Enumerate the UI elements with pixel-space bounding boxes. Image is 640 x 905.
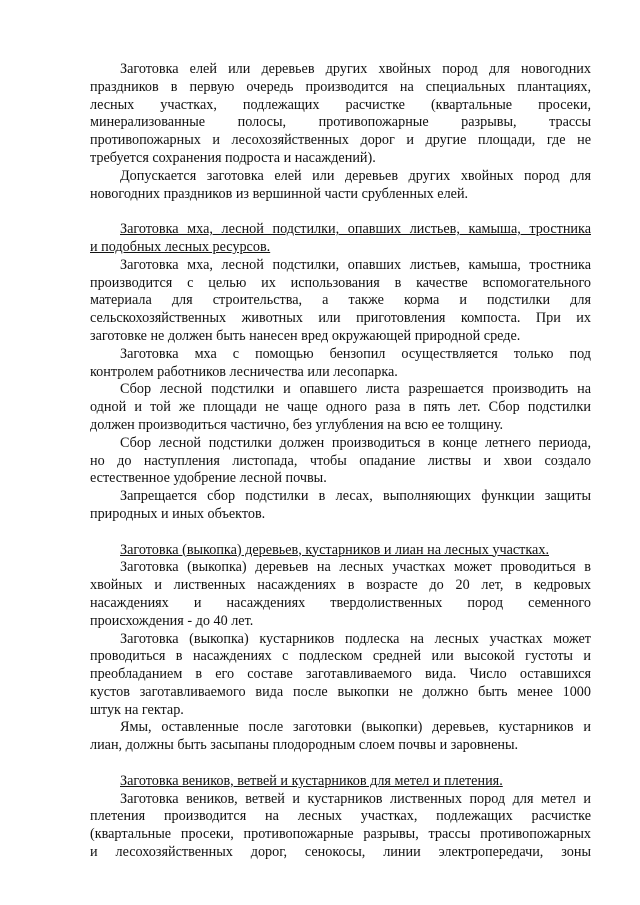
paragraph xyxy=(90,435,591,488)
text-line: Допускается заготовка елей или деревьев других хвойных пород для xyxy=(120,167,591,184)
text-line: Заготовка мха с помощью бензопил осуществляется только под xyxy=(120,345,591,362)
text-line: сельскохозяйственных животных или приготовления компоста. При их xyxy=(90,310,591,327)
paragraph xyxy=(90,719,591,755)
text-line: проводиться в насаждениях с подлеском средней или высокой густоты и xyxy=(90,648,591,665)
text-line: производится с целью их использования в качестве вспомогательного xyxy=(90,274,591,291)
text-line: кустов заготавливаемого вида после выкопки не должно быть менее 1000 xyxy=(90,683,591,700)
text-line: (квартальные просеки, противопожарные разрывы, трассы противопожарных xyxy=(90,826,591,843)
section-heading xyxy=(90,542,591,560)
heading-line xyxy=(90,542,591,560)
heading-text: и подобных лесных ресурсов. xyxy=(90,238,271,255)
paragraph xyxy=(90,559,591,630)
text-line: материала для строительства, а также корма и подстилки для xyxy=(90,292,591,309)
text-line: новогодних праздников из вершинной части срубленных елей. xyxy=(90,185,469,202)
text-line: лесных участках, подлежащих расчистке (квартальные просеки, xyxy=(90,96,591,113)
heading-line xyxy=(90,773,591,791)
text-line: лиан, должны быть засыпаны плодородным слоем почвы и заровнены. xyxy=(90,737,519,754)
document-body xyxy=(90,61,591,862)
text-line: Запрещается сбор подстилки в лесах, выполняющих функции защиты xyxy=(120,488,591,505)
paragraph xyxy=(90,346,591,382)
text-line: одной и той же площади не чаще одного раза в пять лет. Сбор подстилки xyxy=(90,399,591,416)
section-heading xyxy=(90,221,591,257)
paragraph xyxy=(90,381,591,434)
text-line: насаждениях и насаждениях твердолиственных пород семенного xyxy=(90,594,591,611)
text-line: Сбор лесной подстилки и опавшего листа разрешается производить на xyxy=(120,381,591,398)
section-heading xyxy=(90,773,591,791)
paragraph xyxy=(90,488,591,524)
heading-text: Заготовка веников, ветвей и кустарников для метел и плетения. xyxy=(120,772,503,789)
text-line: и лесохозяйственных дорог, сенокосы, линии электропередачи, зоны xyxy=(90,844,591,861)
text-line: Заготовка елей или деревьев других хвойных пород для новогодних xyxy=(120,61,591,77)
text-line: природных и иных объектов. xyxy=(90,505,266,522)
text-line: Заготовка (выкопка) деревьев на лесных участках может проводиться в xyxy=(120,559,591,576)
section-spacer xyxy=(90,755,591,773)
text-line: Заготовка веников, ветвей и кустарников лиственных пород для метел и xyxy=(120,790,591,807)
text-line: Ямы, оставленные после заготовки (выкопки) деревьев, кустарников и xyxy=(120,719,591,736)
text-line: должен производиться частично, без углубления на всю ее толщину. xyxy=(90,416,504,433)
paragraph xyxy=(90,168,591,204)
heading-text: Заготовка мха, лесной подстилки, опавших листьев, камыша, тростника xyxy=(120,221,591,238)
text-line: происхождения - до 40 лет. xyxy=(90,612,254,629)
section-spacer xyxy=(90,524,591,542)
text-line: плетения производится на лесных участках, подлежащих расчистке xyxy=(90,808,591,825)
heading-line xyxy=(90,239,591,257)
text-line: Сбор лесной подстилки должен производиться в конце летнего периода, xyxy=(120,434,591,451)
heading-text: Заготовка (выкопка) деревьев, кустарников и лиан на лесных участках. xyxy=(120,541,549,558)
text-line: но до наступления листопада, чтобы опадание листвы и хвои создало xyxy=(90,452,591,469)
paragraph xyxy=(90,631,591,720)
text-line: штук на гектар. xyxy=(90,701,184,718)
text-line: естественное удобрение лесной почвы. xyxy=(90,470,327,487)
heading-line xyxy=(90,221,591,239)
text-line: требуется сохранения подроста и насаждений). xyxy=(90,149,376,166)
section-spacer xyxy=(90,203,591,221)
paragraph xyxy=(90,61,591,168)
paragraph xyxy=(90,791,591,862)
text-line: Заготовка (выкопка) кустарников подлеска на лесных участках может xyxy=(120,630,591,647)
text-line: праздников в первую очередь производится на специальных плантациях, xyxy=(90,78,591,95)
paragraph xyxy=(90,257,591,346)
text-line: преобладанием в его составе заготавливаемого вида. Число оставшихся xyxy=(90,666,591,683)
text-line: противопожарных и лесохозяйственных дорог и другие площади, где не xyxy=(90,132,591,149)
text-line: минерализованные полосы, противопожарные разрывы, трассы xyxy=(90,114,591,131)
text-line: хвойных и лиственных насаждениях в возрасте до 20 лет, в кедровых xyxy=(90,577,591,594)
text-line: Заготовка мха, лесной подстилки, опавших листьев, камыша, тростника xyxy=(120,256,591,273)
text-line: контролем работников лесничества или лесопарка. xyxy=(90,363,398,380)
text-line: заготовке не должен быть нанесен вред окружающей природной среде. xyxy=(90,327,521,344)
